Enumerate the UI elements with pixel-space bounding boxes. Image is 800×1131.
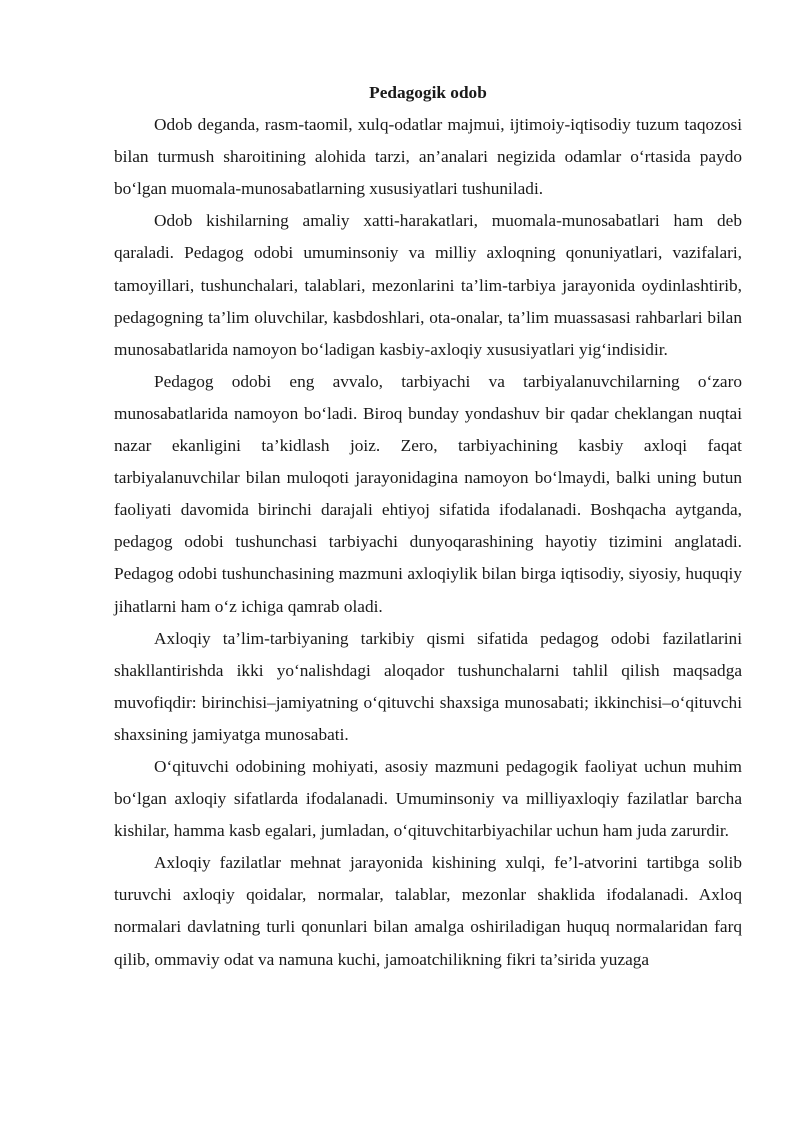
paragraph-4: Axloqiy ta’lim-tarbiyaning tarkibiy qismi sifatida pedagog odobi fazilatlarini shakllantirishda ikki yo‘nalishdagi aloqador tushunchalarni tahlil qilish maqsadga muvofiqdir: birinchisi–jamiyatning o‘qituvchi shaxsiga munosabati; ikkinchisi–o‘qituvchi shaxsining jamiyatga munosabati. [114,628,742,744]
paragraph-2: Odob kishilarning amaliy xatti-harakatlari, muomala-munosabatlari ham deb qaraladi. Pedagog odobi umuminsoniy va milliy axloqning qonuniyatlari, vazifalari, tamoyillari, tushunchalari, talablari, mezonlarini ta’lim-tarbiya jarayonida oydinlashtirib, pedagogning ta’lim oluvchilar, kasbdoshlari, ota-onalar, ta’lim muassasasi rahbarlari bilan munosabatlarida namoyon bo‘ladigan kasbiy-axloqiy xususiyatlari yig‘indisidir. [114,211,742,359]
document-page [114,77,742,976]
page-title: Pedagogik odob [369,83,487,102]
paragraph-5: O‘qituvchi odobining mohiyati, asosiy mazmuni pedagogik faoliyat uchun muhim bo‘lgan axloqiy sifatlarda ifodalanadi. Umuminsoniy va milliyaxloqiy fazilatlar barcha kishilar, hamma kasb egalari, jumladan, o‘qituvchitarbiyachilar uchun ham juda zarurdir. [114,756,742,841]
paragraph-3: Pedagog odobi eng avvalo, tarbiyachi va tarbiyalanuvchilarning o‘zaro munosabatlarida namoyon bo‘ladi. Biroq bunday yondashuv bir qadar cheklangan nuqtai nazar ekanligini ta’kidlash joiz. Zero, tarbiyachining kasbiy axloqi faqat tarbiyalanuvchilar bilan muloqoti jarayonidagina namoyon bo‘lmaydi, balki uning butun faoliyati davomida birinchi darajali ehtiyoj sifatida ifodalanadi. Boshqacha aytganda, pedagog odobi tushunchasi tarbiyachi dunyoqarashining hayotiy tizimini anglatadi. Pedagog odobi tushunchasining mazmuni axloqiylik bilan birga iqtisodiy, siyosiy, huquqiy jihatlarni ham o‘z ichiga qamrab oladi. [114,371,742,616]
paragraph-1: Odob deganda, rasm-taomil, xulq-odatlar majmui, ijtimoiy-iqtisodiy tuzum taqozosi bilan turmush sharoitining alohida tarzi, an’analari negizida odamlar o‘rtasida paydo bo‘lgan muomala-munosabatlarning xususiyatlari tushuniladi. [114,115,742,199]
paragraph-6: Axloqiy fazilatlar mehnat jarayonida kishining xulqi, fe’l-atvorini tartibga solib turuvchi axloqiy qoidalar, normalar, talablar, mezonlar shaklida ifodalanadi. Axloq normalari davlatning turli qonunlari bilan amalga oshiriladigan huquq normalaridan farq qilib, ommaviy odat va namuna kuchi, jamoatchilikning fikri ta’sirida yuzaga [114,853,742,969]
